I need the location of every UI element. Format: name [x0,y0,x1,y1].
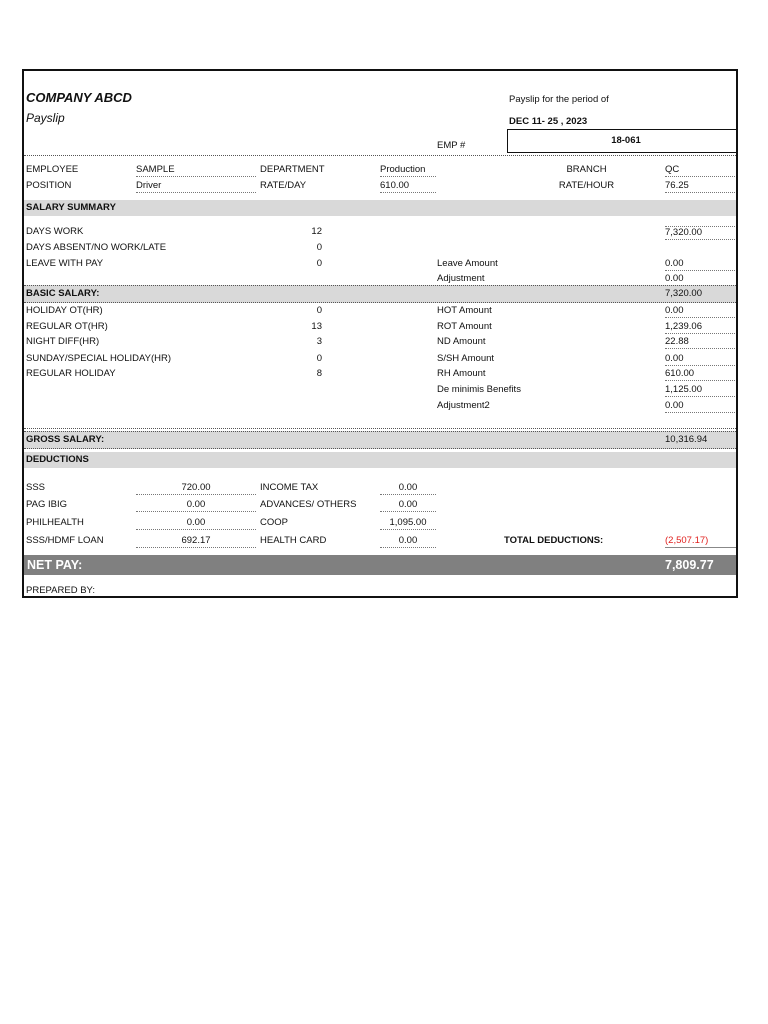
sunday-special-holiday-label: SUNDAY/SPECIAL HOLIDAY(HR) [26,353,171,364]
sss-hdmf-loan-value: 692.17 [136,535,256,548]
sunday-special-holiday-count: 0 [316,353,322,364]
adjustment2-value: 0.00 [665,400,738,413]
nd-amount-value: 22.88 [665,336,738,349]
leave-amount-label: Leave Amount [437,258,498,269]
rh-amount-value: 610.00 [665,368,738,381]
basic-salary-band [24,285,736,303]
night-diff-count: 3 [316,336,322,347]
rate-day-label: RATE/DAY [260,180,307,191]
days-work-amount: 7,320.00 [665,226,738,240]
prepared-by-label: PREPARED BY: [26,585,95,596]
department-label: DEPARTMENT [260,164,325,175]
emp-number-box [507,129,738,153]
days-absent-label: DAYS ABSENT/NO WORK/LATE [26,242,167,253]
rate-day-value: 610.00 [380,180,436,193]
advances-others-label: ADVANCES/ OTHERS [260,499,357,510]
ssh-amount-value: 0.00 [665,353,738,366]
days-work-count: 12 [311,226,322,237]
regular-ot-count: 13 [311,321,322,332]
sss-hdmf-loan-label: SSS/HDMF LOAN [26,535,104,546]
regular-holiday-count: 8 [316,368,322,379]
divider [24,428,736,429]
total-deductions-label: TOTAL DEDUCTIONS: [504,535,604,546]
leave-with-pay-label: LEAVE WITH PAY [26,258,104,269]
philhealth-value: 0.00 [136,517,256,530]
basic-salary-label: BASIC SALARY: [26,288,100,299]
rot-amount-value: 1,239.06 [665,321,738,334]
gross-salary-label: GROSS SALARY: [26,434,105,445]
pag-ibig-label: PAG IBIG [26,499,68,510]
days-absent-count: 0 [316,242,322,253]
leave-amount-value: 0.00 [665,258,738,271]
deminimis-label: De minimis Benefits [437,384,521,395]
rate-hour-label: RATE/HOUR [558,180,615,191]
adjustment-label: Adjustment [437,273,485,284]
hot-amount-label: HOT Amount [437,305,492,316]
sss-value: 720.00 [136,482,256,495]
branch-value: QC [665,164,738,177]
coop-label: COOP [260,517,288,528]
salary-summary-title: SALARY SUMMARY [26,202,116,213]
regular-ot-label: REGULAR OT(HR) [26,321,108,332]
health-card-label: HEALTH CARD [260,535,327,546]
emp-number-label: EMP # [437,140,466,151]
night-diff-label: NIGHT DIFF(HR) [26,336,100,347]
position-value: Driver [136,180,256,193]
company-name: COMPANY ABCD [26,90,132,105]
branch-label: BRANCH [566,164,607,175]
employee-label: EMPLOYEE [26,164,79,175]
period-label: Payslip for the period of [509,94,609,105]
department-value: Production [380,164,436,177]
gross-salary-value: 10,316.94 [665,434,708,445]
adjustment2-label: Adjustment2 [437,400,490,411]
emp-number-value: 18-061 [611,135,641,146]
deminimis-value: 1,125.00 [665,384,738,397]
philhealth-label: PHILHEALTH [26,517,84,528]
days-work-label: DAYS WORK [26,226,84,237]
divider [24,155,736,156]
net-pay-label: NET PAY: [27,558,83,572]
payslip-sheet [22,69,738,598]
regular-holiday-label: REGULAR HOLIDAY [26,368,116,379]
pag-ibig-value: 0.00 [136,499,256,512]
period-value: DEC 11- 25 , 2023 [509,116,588,127]
rot-amount-label: ROT Amount [437,321,492,332]
coop-value: 1,095.00 [380,517,436,530]
rh-amount-label: RH Amount [437,368,486,379]
leave-with-pay-count: 0 [316,258,322,269]
deductions-band [24,452,736,468]
income-tax-value: 0.00 [380,482,436,495]
nd-amount-label: ND Amount [437,336,486,347]
holiday-ot-label: HOLIDAY OT(HR) [26,305,103,316]
position-label: POSITION [26,180,72,191]
sss-label: SSS [26,482,46,493]
ssh-amount-label: S/SH Amount [437,353,495,364]
total-deductions-value: (2,507.17) [665,535,738,548]
health-card-value: 0.00 [380,535,436,548]
rate-hour-value: 76.25 [665,180,738,193]
hot-amount-value: 0.00 [665,305,738,318]
holiday-ot-count: 0 [316,305,322,316]
document-type: Payslip [26,111,65,125]
employee-value: SAMPLE [136,164,256,177]
adjustment-value: 0.00 [665,273,684,284]
income-tax-label: INCOME TAX [260,482,319,493]
net-pay-value: 7,809.77 [665,558,714,572]
deductions-title: DEDUCTIONS [26,454,89,465]
advances-others-value: 0.00 [380,499,436,512]
salary-summary-band [24,200,736,216]
basic-salary-value: 7,320.00 [665,288,702,299]
gross-salary-band [24,431,736,449]
net-pay-bar [24,555,736,575]
